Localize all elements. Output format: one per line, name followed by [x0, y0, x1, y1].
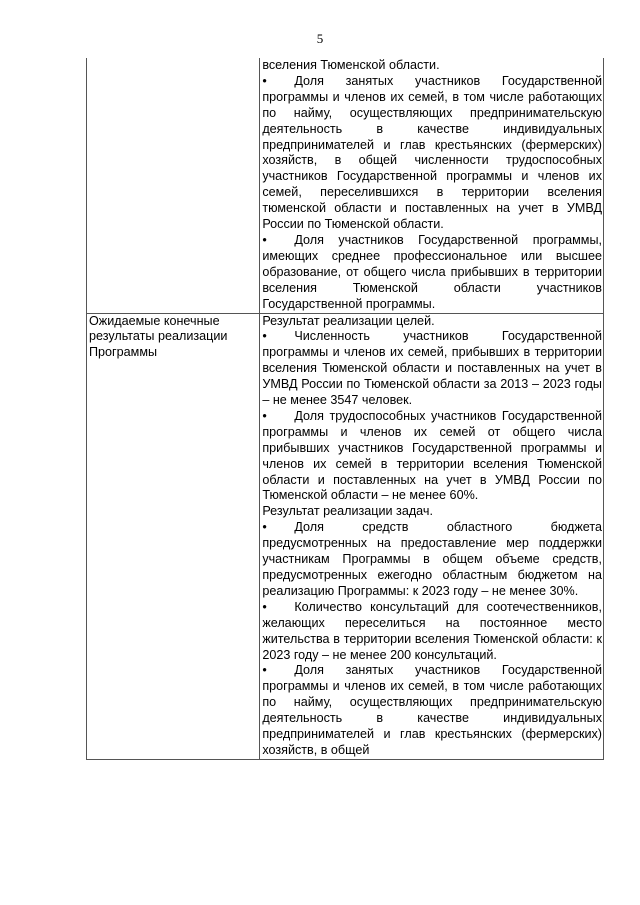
tasks-heading: Результат реализации задач.	[262, 504, 433, 519]
list-item-text: Доля занятых участников Государственной программы и членов их семей, в том числе работающих по найму, осуществляющих предпринимательскую деятельность в качестве индивидуальных предпринимателей и глав крестьянских (фермерских) хозяйств, в общей	[262, 663, 602, 757]
page-number: 5	[316, 31, 324, 46]
bullet-icon: •	[262, 329, 267, 344]
table-row	[87, 58, 604, 313]
list-item	[262, 409, 602, 504]
bullet-icon: •	[262, 663, 267, 678]
list-item	[262, 74, 602, 233]
bullet-icon: •	[262, 520, 267, 535]
list-item-text: Доля средств областного бюджета предусмотренных на предоставление мер поддержки участникам Программы в общем объеме средств, предусмотренных ежегодно областным бюджетом на реализацию Программы: к 2023 году – не менее 30%.	[262, 520, 602, 598]
passport-table	[86, 58, 604, 760]
list-item	[262, 600, 602, 664]
row2-content-cell	[260, 313, 604, 759]
list-item	[262, 233, 602, 313]
list-item-text: Доля участников Государственной программы, имеющих среднее профессиональное или высшее образование, от общего числа прибывших в территории вселения Тюменской области участников Государственной программы.	[262, 232, 602, 311]
continuation-text: вселения Тюменской области.	[262, 58, 440, 72]
goals-heading: Результат реализации целей.	[262, 313, 435, 328]
list-item-text: Количество консультаций для соотечественников, желающих переселиться на постоянное место жительства в территории вселения Тюменской области: к 2023 году – не менее 200 консультаций.	[262, 599, 602, 662]
row2-label-cell	[87, 313, 260, 759]
row1-label-cell	[87, 58, 260, 313]
list-item	[262, 663, 602, 758]
bullet-icon: •	[262, 599, 267, 614]
bullet-icon: •	[262, 73, 267, 88]
list-item	[262, 520, 602, 600]
row2-label: Ожидаемые конечные результаты реализации Программы	[89, 313, 228, 360]
list-item-text: Доля трудоспособных участников Государственной программы и членов их семей от общего числа прибывших участников Государственной программы и членов их семей в территории вселения Тюменской области и поставленных на учет в УМВД России по Тюменской области – не менее 60%.	[262, 408, 602, 503]
list-item-text: Численность участников Государственной программы и членов их семей, прибывших в территории вселения Тюменской области и поставленных на учет в УМВД России по Тюменской области за 2013 – 2023 годы – не менее 3547 человек.	[262, 329, 602, 408]
bullet-icon: •	[262, 408, 267, 423]
list-item-text: Доля занятых участников Государственной программы и членов их семей, в том числе работающих по найму, осуществляющих предпринимательскую деятельность в качестве индивидуальных предпринимателей и глав крестьянских (фермерских) хозяйств, в общей численности трудоспособных участников Государственной программы и членов их семей, переселившихся в территории вселения тюменской области и поставленных на учет в УМВД России по Тюменской области.	[262, 73, 602, 232]
table-row	[87, 313, 604, 759]
bullet-icon: •	[262, 232, 267, 247]
list-item	[262, 329, 602, 409]
row1-content-cell	[260, 58, 604, 313]
